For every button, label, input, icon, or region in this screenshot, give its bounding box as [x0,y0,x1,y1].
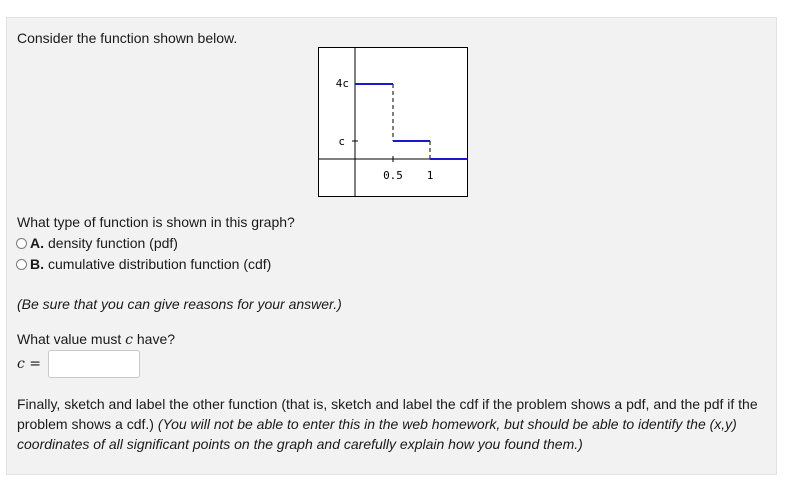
x-tick-label-0.5: 0.5 [383,169,403,182]
question-c-before: What value must [17,331,126,347]
question-c-var: c [125,332,133,348]
question-c-after: have? [133,331,176,347]
question-c-value [17,330,175,349]
option-b-letter: B. [30,256,44,272]
final-italic-text: (You will not be able to enter this in the web homework, but should be able to identify the (x,y) coordinates of all significant points on the graph and carefully explain how you found them.) [17,416,737,452]
final-instructions [17,394,769,454]
c-answer-input[interactable] [48,350,140,378]
intro-text: Consider the function shown below. [17,30,238,46]
radio-option-b[interactable] [16,259,27,270]
y-tick-label-4c: 4c [335,77,349,90]
answer-label-var: c [17,356,25,372]
answer-label [17,356,48,372]
answer-row [17,348,140,380]
graph-svg [318,47,468,197]
radio-option-a[interactable] [16,238,27,249]
option-a-letter: A. [30,235,44,251]
option-b-label: cumulative distribution function (cdf) [48,256,272,272]
question-function-type: What type of function is shown in this graph? [17,214,295,230]
hint-text: (Be sure that you can give reasons for your answer.) [17,296,342,312]
problem-panel [6,17,777,475]
option-a-label: density function (pdf) [48,235,178,251]
answer-label-eq: = [24,356,42,372]
function-graph [318,47,468,197]
option-b[interactable] [16,255,271,273]
final-normal-text: Finally, sketch and label the other function (that is, sketch and label the cdf if the problem shows a pdf, and the pdf if the problem shows a cdf.) [17,396,758,432]
option-a[interactable] [16,234,178,252]
y-tick-label-c: c [338,135,345,148]
x-tick-label-1: 1 [426,169,434,182]
